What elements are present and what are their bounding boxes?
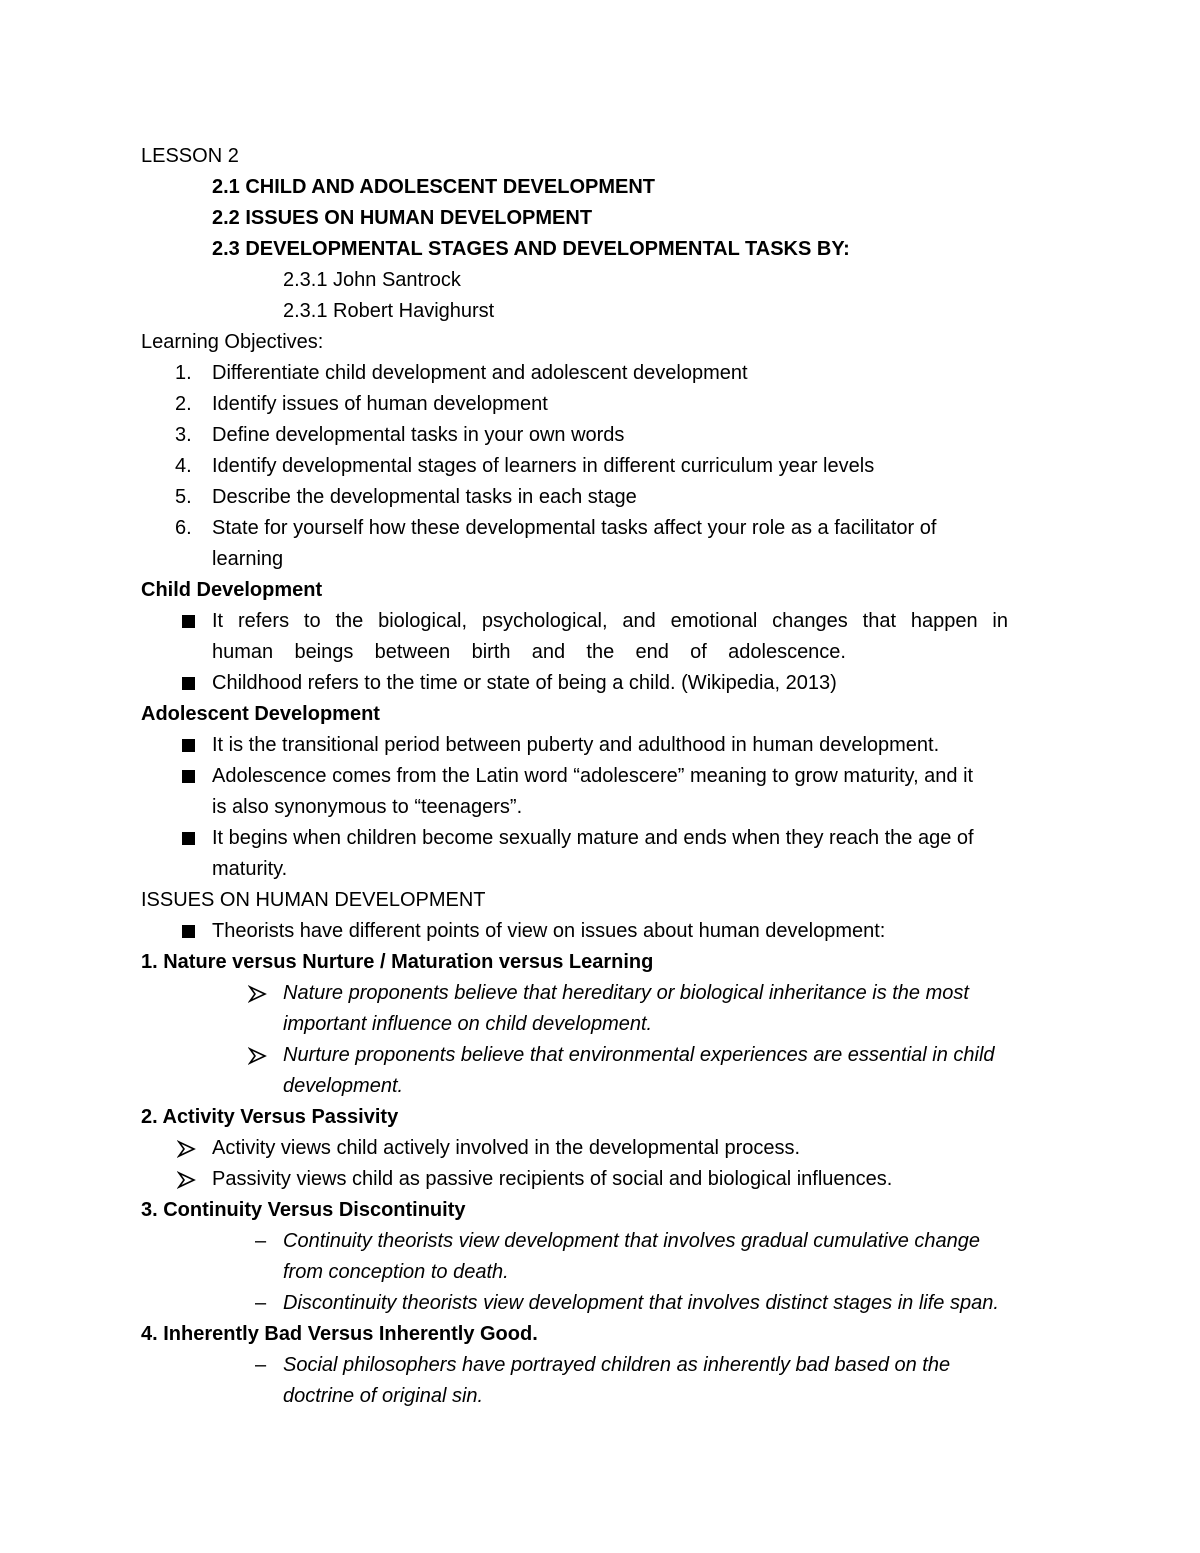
arrow-bullet-icon xyxy=(177,1170,197,1190)
bullet-text: Childhood refers to the time or state of being a child. (Wikipedia, 2013) xyxy=(212,672,837,694)
objective-text: Identify developmental stages of learners in different curriculum year levels xyxy=(212,455,875,477)
issue-point: Social philosophers have portrayed children as inherently bad based on the xyxy=(283,1354,951,1376)
objective-text: State for yourself how these developmental tasks affect your role as a facilitator of xyxy=(212,517,937,539)
objective-text: Describe the developmental tasks in each stage xyxy=(212,486,637,508)
objective-number: 1. xyxy=(175,362,192,384)
bullet-text: It refers to the biological, psychological, and emotional changes that happen in xyxy=(212,610,1008,632)
bullet-text: Theorists have different points of view on issues about human development: xyxy=(212,920,886,942)
arrow-bullet-icon xyxy=(248,1046,268,1066)
bullet-text-continued: is also synonymous to “teenagers”. xyxy=(212,796,523,818)
square-bullet-icon xyxy=(182,925,195,938)
issue-point: Discontinuity theorists view development that involves distinct stages in life span. xyxy=(283,1292,999,1314)
square-bullet-icon xyxy=(182,677,195,690)
topic-2-2: 2.2 ISSUES ON HUMAN DEVELOPMENT xyxy=(212,207,593,229)
issue-point-continued: doctrine of original sin. xyxy=(283,1385,484,1407)
issue-title: 1. Nature versus Nurture / Maturation versus Learning xyxy=(141,951,654,973)
child-development-heading: Child Development xyxy=(141,579,323,601)
objective-text-continued: learning xyxy=(212,548,284,570)
issue-point: Nurture proponents believe that environmental experiences are essential in child xyxy=(283,1044,995,1066)
arrow-bullet-icon xyxy=(248,984,268,1004)
objective-text: Differentiate child development and adolescent development xyxy=(212,362,748,384)
issue-title: 4. Inherently Bad Versus Inherently Good. xyxy=(141,1323,538,1345)
bullet-text: It begins when children become sexually mature and ends when they reach the age of xyxy=(212,827,974,849)
issue-point-continued: development. xyxy=(283,1075,404,1097)
objectives-heading: Learning Objectives: xyxy=(141,331,324,353)
lesson-title: LESSON 2 xyxy=(141,145,239,167)
arrow-bullet-icon xyxy=(177,1139,197,1159)
issue-point-continued: important influence on child development. xyxy=(283,1013,653,1035)
objective-number: 4. xyxy=(175,455,192,477)
objective-text: Identify issues of human development xyxy=(212,393,548,415)
bullet-text: Adolescence comes from the Latin word “adolescere” meaning to grow maturity, and it xyxy=(212,765,974,787)
dash-bullet-icon: – xyxy=(255,1354,267,1376)
subtopic-havighurst: 2.3.1 Robert Havighurst xyxy=(283,300,495,322)
subtopic-santrock: 2.3.1 John Santrock xyxy=(283,269,461,291)
issues-heading: ISSUES ON HUMAN DEVELOPMENT xyxy=(141,889,486,911)
issue-point: Nature proponents believe that hereditary or biological inheritance is the most xyxy=(283,982,969,1004)
objective-number: 3. xyxy=(175,424,192,446)
issue-point: Activity views child actively involved in the developmental process. xyxy=(212,1137,801,1159)
topic-2-3: 2.3 DEVELOPMENTAL STAGES AND DEVELOPMENTAL TASKS BY: xyxy=(212,238,850,260)
square-bullet-icon xyxy=(182,770,195,783)
topic-2-1: 2.1 CHILD AND ADOLESCENT DEVELOPMENT xyxy=(212,176,655,198)
square-bullet-icon xyxy=(182,739,195,752)
issue-title: 2. Activity Versus Passivity xyxy=(141,1106,399,1128)
issue-point: Continuity theorists view development that involves gradual cumulative change xyxy=(283,1230,981,1252)
square-bullet-icon xyxy=(182,832,195,845)
square-bullet-icon xyxy=(182,615,195,628)
issue-title: 3. Continuity Versus Discontinuity xyxy=(141,1199,466,1221)
bullet-text-continued: human beings between birth and the end of adolescence. xyxy=(212,641,846,663)
issue-point-continued: from conception to death. xyxy=(283,1261,509,1283)
objective-number: 2. xyxy=(175,393,192,415)
dash-bullet-icon: – xyxy=(255,1230,267,1252)
bullet-text: It is the transitional period between puberty and adulthood in human development. xyxy=(212,734,940,756)
objective-number: 6. xyxy=(175,517,192,539)
issue-point: Passivity views child as passive recipients of social and biological influences. xyxy=(212,1168,893,1190)
objective-text: Define developmental tasks in your own words xyxy=(212,424,625,446)
dash-bullet-icon: – xyxy=(255,1292,267,1314)
bullet-text-continued: maturity. xyxy=(212,858,288,880)
adolescent-development-heading: Adolescent Development xyxy=(141,703,380,725)
objective-number: 5. xyxy=(175,486,192,508)
